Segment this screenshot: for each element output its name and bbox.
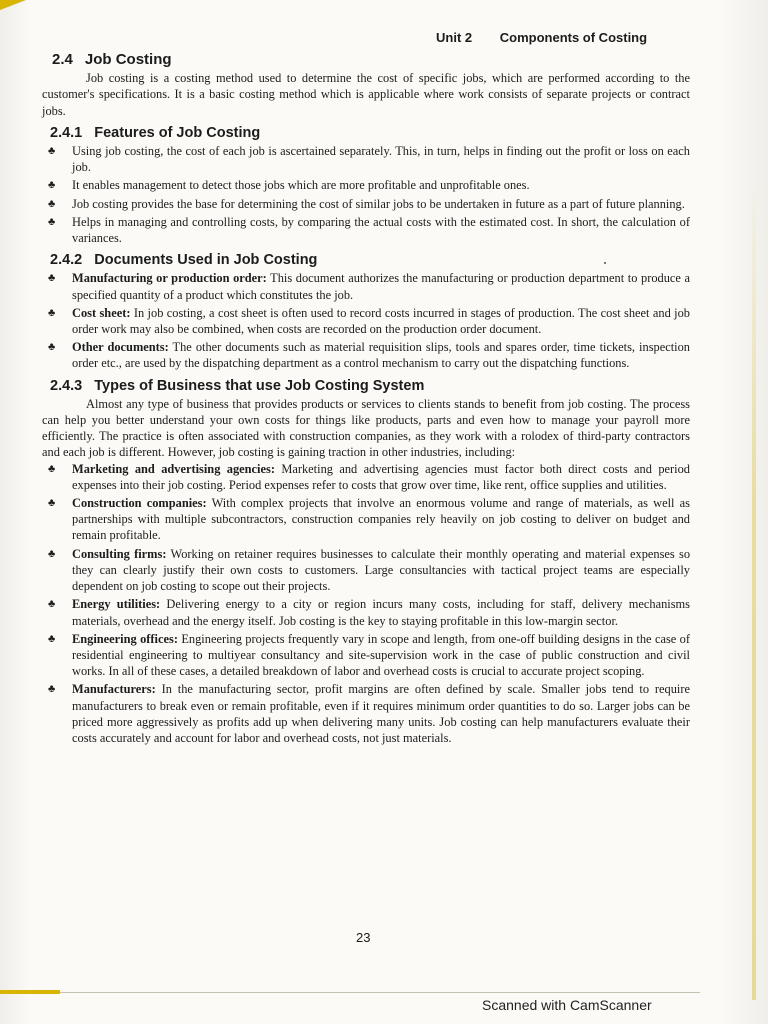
list-item: [42, 339, 690, 371]
list-item-term: Construction companies:: [72, 496, 207, 511]
club-bullet-icon: ♣: [48, 215, 56, 228]
header-title: Components of Costing: [499, 30, 648, 45]
list-item: [42, 305, 690, 337]
corner-highlight-mark: [0, 0, 26, 10]
list-item-text: Using job costing, the cost of each job is ascertained separately. This, in turn, helps in finding out the profit or loss on each job.: [72, 144, 690, 175]
section-2-4-heading: [52, 52, 690, 68]
section-2-4-1-heading: [50, 125, 690, 141]
club-bullet-icon: ♣: [48, 145, 56, 158]
section-2-4-paragraph: Job costing is a costing method used to determine the cost of specific jobs, which are performed according to the customer's specifications. It is a basic costing method which is applicable where work consists of separate projects or contract jobs.: [42, 71, 690, 118]
list-item-term: Other documents:: [72, 340, 169, 355]
list-item: [42, 143, 690, 175]
list-item-text: Marketing and advertising agencies must factor both direct costs and period expenses into their job costing. Period expenses refer to costs that grow over time, like rent, office supplies and utilities.: [72, 461, 690, 492]
list-item: [42, 631, 690, 680]
list-item-text: Delivering energy to a city or region incurs many costs, including for staff, delivery mechanisms materials, overhead and the energy itself. Job costing is the key to staying profitable in this low-margin sector.: [72, 597, 690, 628]
list-item: [42, 461, 690, 493]
list-item-text: This document authorizes the manufacturing or production department to produce a specified quantity of a product which constitutes the job.: [72, 271, 690, 302]
club-bullet-icon: ♣: [48, 341, 56, 354]
list-item: [42, 681, 690, 746]
list-item: [42, 177, 690, 193]
section-2-4-3-paragraph: Almost any type of business that provides products or services to clients stands to benefit from job costing. The process can help you better understand your own costs for things like products, parts and even how to manage your payroll more efficiently. The practice is often associated with construction companies, as they work with a rolodex of third-party contractors and each job is different. However, job costing is gaining traction in other industries, including:: [42, 396, 690, 460]
club-bullet-icon: ♣: [48, 462, 56, 475]
section-number: 2.4: [52, 51, 73, 68]
list-item-text: The other documents such as material requisition slips, tools and spares order, time tickets, inspection order etc., are used by the dispatching department as a control mechanism to carry out the dispatching functions.: [72, 340, 690, 371]
list-item: [42, 495, 690, 544]
page-edge-shadow: [752, 180, 756, 1000]
business-types-list: [42, 461, 690, 746]
list-item-term: Engineering offices:: [72, 631, 178, 646]
club-bullet-icon: ♣: [48, 179, 56, 192]
section-title: Features of Job Costing: [94, 124, 261, 141]
club-bullet-icon: ♣: [48, 306, 56, 319]
page-content: [42, 52, 690, 748]
list-item-term: Manufacturing or production order:: [72, 271, 267, 286]
list-item: [42, 270, 690, 302]
page-number: 23: [356, 930, 371, 945]
list-item-text: Working on retainer requires businesses to calculate their monthly operating and material expenses so they can clearly justify their own costs to customers. Large consultancies with tactical project teams are especially dependent on job costing to scope out their projects.: [72, 546, 691, 594]
club-bullet-icon: ♣: [48, 683, 56, 696]
club-bullet-icon: ♣: [48, 272, 56, 285]
section-2-4-3-heading: [50, 378, 690, 394]
header-unit: Unit 2: [436, 30, 473, 45]
section-number: 2.4.1: [50, 124, 83, 141]
list-item-text: Helps in managing and controlling costs, by comparing the actual costs with the estimated cost. In short, the calculation of variances.: [72, 214, 690, 246]
list-item: [42, 196, 690, 212]
list-item-term: Energy utilities:: [72, 597, 161, 612]
section-title: Job Costing: [84, 51, 172, 68]
club-bullet-icon: ♣: [48, 598, 56, 611]
scanner-watermark: Scanned with CamScanner: [482, 997, 652, 1013]
bottom-rule: [60, 992, 700, 993]
club-bullet-icon: ♣: [48, 632, 56, 645]
list-item-term: Consulting firms:: [72, 546, 167, 561]
documents-list: [42, 270, 690, 371]
list-item-term: Manufacturers:: [72, 682, 156, 697]
list-item-text: Job costing provides the base for determining the cost of similar jobs to be undertaken in future as a part of future planning.: [72, 196, 685, 211]
list-item-text: In the manufacturing sector, profit margins are often defined by scale. Smaller jobs tend to require manufacturers to break even or remain profitable, even if it requires minimum order quantities to do so. Larger jobs can be priced more aggressively as profits add up when delivering many units. Job costing can help manufacturers evaluate their costs accurately and account for labor and overhead costs, not just materials.: [72, 682, 690, 745]
list-item-text: In job costing, a cost sheet is often used to record costs incurred in stages of production. The cost sheet and job order work may also be combined, when costs are recorded on the production order document.: [72, 305, 690, 337]
section-2-4-2-heading: [50, 252, 690, 268]
list-item-term: Marketing and advertising agencies:: [72, 461, 275, 476]
running-header: [436, 30, 671, 45]
section-number: 2.4.2: [50, 252, 83, 269]
list-item-text: Engineering projects frequently vary in scope and length, from one-off building designs in the case of residential engineering to multiyear consultancy and site-supervision work in the case of public construction and civil works. In all of these cases, a detailed breakdown of labor and overhead costs is crucial to accurate project scoping.: [72, 631, 690, 679]
features-list: [42, 143, 690, 246]
section-number: 2.4.3: [50, 377, 83, 394]
section-title: Documents Used in Job Costing: [94, 252, 318, 269]
list-item-text: With complex projects that involve an enormous volume and range of materials, as well as partnerships with multiple subcontractors, construction companies rely heavily on job costing to deliver on budget and remain profitable.: [72, 496, 690, 543]
club-bullet-icon: ♣: [48, 547, 56, 560]
list-item: [42, 596, 690, 628]
club-bullet-icon: ♣: [48, 497, 56, 510]
club-bullet-icon: ♣: [48, 197, 56, 210]
bottom-highlight-mark: [0, 990, 60, 994]
section-title: Types of Business that use Job Costing System: [94, 377, 425, 394]
list-item: [42, 214, 690, 246]
list-item-term: Cost sheet:: [72, 305, 131, 320]
list-item: [42, 546, 690, 595]
list-item-text: It enables management to detect those jobs which are more profitable and unprofitable ones.: [72, 178, 530, 193]
